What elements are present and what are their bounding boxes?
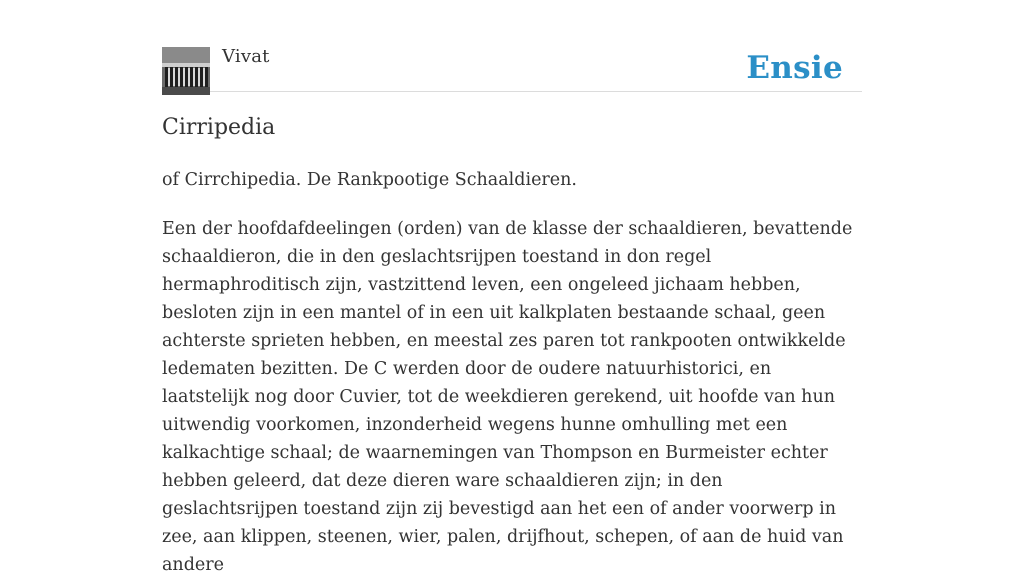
page-container [162,0,862,575]
avatar[interactable] [162,47,210,95]
article-body: Een der hoofdafdeelingen (orden) van de klasse der schaaldieren, bevattende schaaldieron, die in den geslachtsrijpen toestand in don regel hermaphroditisch zijn, vastzittend leven, een ongeleed jichaam hebben, besloten zijn in een mantel of in een uit kalkplaten bestaande schaal, geen achterste sprieten hebben, en meestal zes paren tot rankpooten ontwikkelde ledematen bezitten. De C werden door de oudere natuurhistorici, en laatstelijk nog door Cuvier, tot de weekdieren gerekend, uit hoofde van hun uitwendig voorkomen, inzonderheid wegens hunne omhulling met een kalkachtige schaal; de waarnemingen van Thompson en Burmeister echter hebben geleerd, dat deze dieren ware schaaldieren zijn; in den geslachtsrijpen toestand zijn zij bevestigd aan het een of ander voorwerp in zee, aan klippen, steenen, wier, palen, drijfhout, schepen, of aan de huid van andere [162,219,853,575]
page-title: Cirripedia [162,115,276,140]
article-subtitle: of Cirrchipedia. De Rankpootige Schaaldieren. [162,170,577,190]
header [162,0,862,92]
ensie-logo[interactable]: Ensie [746,50,843,86]
book-stack-avatar-icon [162,47,210,95]
user-name[interactable]: Vivat [222,46,270,67]
